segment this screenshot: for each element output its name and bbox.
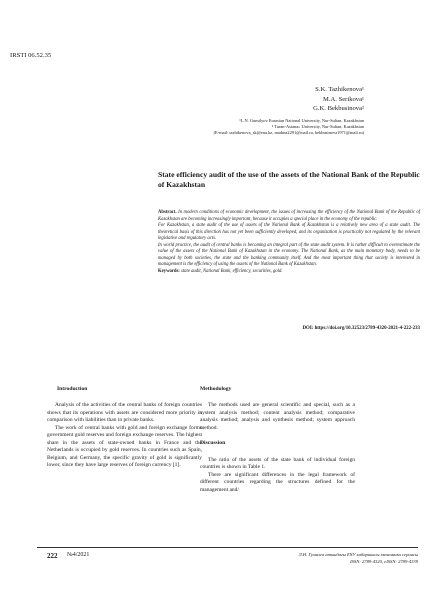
affiliations bbox=[214, 118, 364, 136]
footer-rule bbox=[37, 547, 418, 548]
section-heading-methodology: Methodology bbox=[200, 386, 232, 392]
issn-line: ISSN: 2789-4320, eISSN: 2789-4339 bbox=[350, 559, 418, 564]
section-heading-introduction: Introduction bbox=[57, 386, 88, 392]
abstract-label: Abstract. bbox=[158, 210, 177, 215]
journal-name: Л.Н. Гумилев атындағы ЕҰУ хабаршысы экономика сериясы bbox=[298, 552, 418, 557]
author-list bbox=[313, 85, 364, 114]
body-paragraph: There are significant differences in the legal framework of different countries regarding the structures defined for the management and/ bbox=[200, 471, 355, 493]
affiliation-line: (E-mail: tazhikenova_sk@enu.kz, madina2291@mail.ru, bekbusinova1971@mail.ru) bbox=[213, 130, 364, 135]
left-column bbox=[47, 386, 202, 470]
keywords-label: Keywords: bbox=[158, 268, 180, 274]
affiliation-line: ¹L.N. Gumilyov Eurasian National University, Nur-Sultan, Kazakhstan bbox=[239, 118, 364, 123]
body-paragraph: Analysis of the activities of the central banks of foreign countries shows that its operations with assets are considered more priority in comparison with liabilities than in private banks. bbox=[47, 402, 202, 424]
abstract-block bbox=[158, 210, 420, 275]
keywords-line: Keywords: state audit, National Bank, efficiency, securities, gold. bbox=[158, 268, 283, 274]
page-number: 222 bbox=[47, 552, 58, 560]
body-paragraph: The work of central banks with gold and foreign exchange forms government gold reserves and foreign exchange reserves. The highest share in the assets of state-owned banks in France and the Netherlands is occupied by gold reserves. In countries such as Spain, Belgium, and Germany, the specific gravity of gold is significantly lower, since they have large reserves of foreign currency [1]. bbox=[47, 424, 202, 469]
body-paragraph: The ratio of the assets of the state bank of individual foreign countries is shown in Table 1. bbox=[200, 456, 355, 471]
paper-title: State efficiency audit of the use of the assets of the National Bank of the Republic of Kazakhstan bbox=[158, 170, 420, 189]
affiliation-line: ² Turan-Astana» University, Nur-Sultan, Kazakhstan bbox=[271, 124, 364, 129]
abstract-paragraph: For Kazakhstan, a state audit of the use of assets of the National Bank of Kazakhstan is a relatively new area of a state audit. The theoretical basis of this direction has not yet been sufficiently developed, and its organization is practically not regulated by the relevant legislative and regulatory acts. bbox=[158, 223, 420, 242]
issue-number: №4/2021 bbox=[67, 552, 90, 558]
right-column bbox=[200, 386, 355, 494]
body-paragraph: The methods used are general scientific and special, such as a system analysis method; content analysis method; comparative analysis method; analysis and synthesis method; system approach method. bbox=[200, 402, 355, 431]
abstract-paragraph: Abstract. In modern conditions of economic development, the issues of increasing the efficiency of the National Bank of the Republic of Kazakhstan are becoming increasingly important, because it occupies a special place in the economy of the republic. bbox=[158, 210, 421, 222]
author-name: M.A. Serikova¹ bbox=[323, 95, 364, 103]
abstract-paragraph: In world practice, the audit of central banks is becoming an integral part of the state audit system. It is rather difficult to overestimate the value of the assets of the National Bank of Kazakhstan in the economy. The National Bank, as the main monetary body, needs to be managed by both societies, the state and the banking community itself. And the most important thing that society is interested in management is the efficiency of using the assets of the National Bank of Kazakhstan. bbox=[158, 242, 420, 268]
irsti-code: IRSTI 06.52.35 bbox=[10, 52, 52, 59]
doi-link[interactable]: DOI: https://doi.org/10.32523/2789-4320-2021-4-222-233 bbox=[302, 326, 420, 331]
section-heading-discussion: Discussion bbox=[200, 440, 226, 447]
author-name: G.K. Bekbusinova² bbox=[313, 105, 364, 112]
author-name: S.K. Tazhikenova¹ bbox=[315, 86, 364, 93]
